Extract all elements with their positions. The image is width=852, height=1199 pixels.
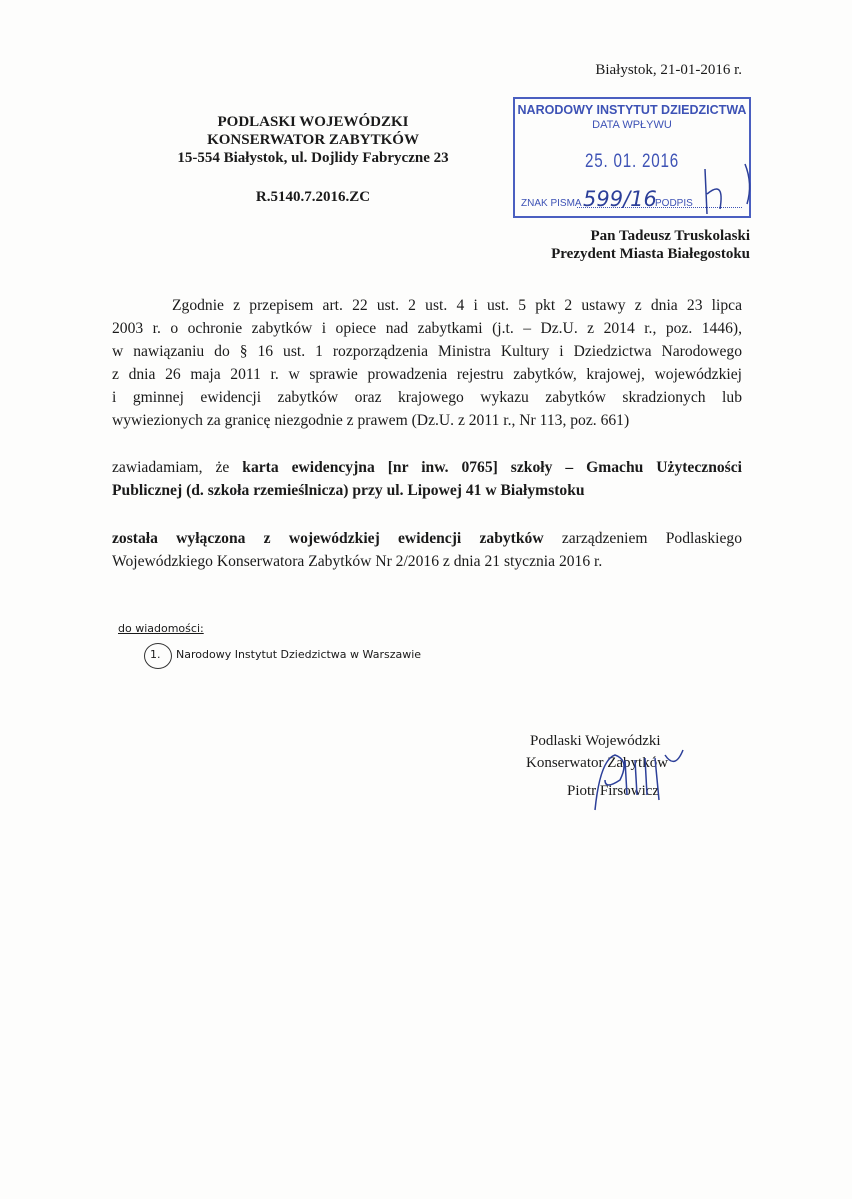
body-line — [112, 389, 742, 407]
body-line — [112, 482, 742, 500]
body-text: w nawiązaniu do § 16 ust. 1 rozporządzenia Ministra Kultury i Dziedzictwa Narodowego — [112, 343, 742, 360]
stamp-date: 25. 01. 2016 — [584, 151, 680, 172]
body-text: z dnia 26 maja 2011 r. w sprawie prowadzenia rejestru zabytków, krajowej, wojewódzkiej — [112, 366, 742, 383]
reference-number: R.5140.7.2016.ZC — [255, 189, 371, 205]
body-text: 2003 r. o ochronie zabytków i opiece nad zabytkami (j.t. – Dz.U. z 2014 r., poz. 1446), — [112, 320, 742, 337]
addressee-name: Pan Tadeusz Truskolaski — [590, 228, 750, 244]
body-line — [112, 553, 742, 571]
body-text: Wojewódzkiego Konserwatora Zabytków Nr 2/2016 z dnia 21 stycznia 2016 r. — [112, 553, 603, 570]
body-text: i gminnej ewidencji zabytków oraz krajowego wykazu zabytków skradzionych lub — [112, 389, 742, 406]
bold-text: Publicznej (d. szkoła rzemieślnicza) przy ul. Lipowej 41 w Białymstoku — [112, 482, 585, 499]
stamp-sign-label: PODPIS — [655, 198, 693, 209]
stamp-ref-label: ZNAK PISMA — [521, 198, 582, 209]
body-text: wywiezionych za granicę niezgodnie z prawem (Dz.U. z 2011 r., Nr 113, poz. 661) — [112, 412, 630, 429]
place-date: Białystok, 21-01-2016 r. — [595, 62, 742, 78]
sender-line1: PODLASKI WOJEWÓDZKI — [217, 114, 409, 130]
sender-line2: KONSERWATOR ZABYTKÓW — [207, 132, 419, 148]
signature-name: Piotr Firsowicz — [567, 783, 660, 799]
body-line — [112, 343, 742, 361]
cc-heading: do wiadomości: — [118, 622, 204, 635]
body-line — [112, 366, 742, 384]
body-line — [112, 412, 742, 430]
cc-item-number: 1. — [150, 648, 161, 661]
stamp-institution: NARODOWY INSTYTUT DZIEDZICTWA — [517, 103, 747, 117]
stamp-ref-value: 599/16 — [583, 187, 657, 211]
body-line — [112, 320, 742, 338]
bold-text: została wyłączona z wojewódzkiej ewidencji zabytków — [112, 530, 544, 547]
body-line — [112, 530, 742, 548]
receipt-stamp — [513, 97, 751, 218]
stamp-initials-signature — [695, 159, 755, 219]
body-line — [112, 459, 742, 477]
cc-item-text: Narodowy Instytut Dziedzictwa w Warszawie — [176, 648, 422, 661]
body-text: Zgodnie z przepisem art. 22 ust. 2 ust. 4 i ust. 5 pkt 2 ustawy z dnia 23 lipca — [172, 297, 742, 314]
addressee-title: Prezydent Miasta Białegostoku — [551, 246, 750, 262]
body-line — [172, 297, 742, 315]
sender-address: 15-554 Białystok, ul. Dojlidy Fabryczne 23 — [177, 150, 449, 166]
handwritten-signature — [575, 740, 695, 820]
bold-text: karta ewidencyjna [nr inw. 0765] szkoły – Gmachu Użyteczności — [242, 459, 742, 476]
signature-line1: Podlaski Wojewódzki — [530, 733, 661, 749]
body-text: zarządzeniem Podlaskiego — [543, 530, 742, 547]
signature-line2: Konserwator Zabytków — [526, 755, 669, 771]
stamp-label: DATA WPŁYWU — [592, 119, 672, 131]
body-text: zawiadamiam, że — [112, 459, 243, 476]
